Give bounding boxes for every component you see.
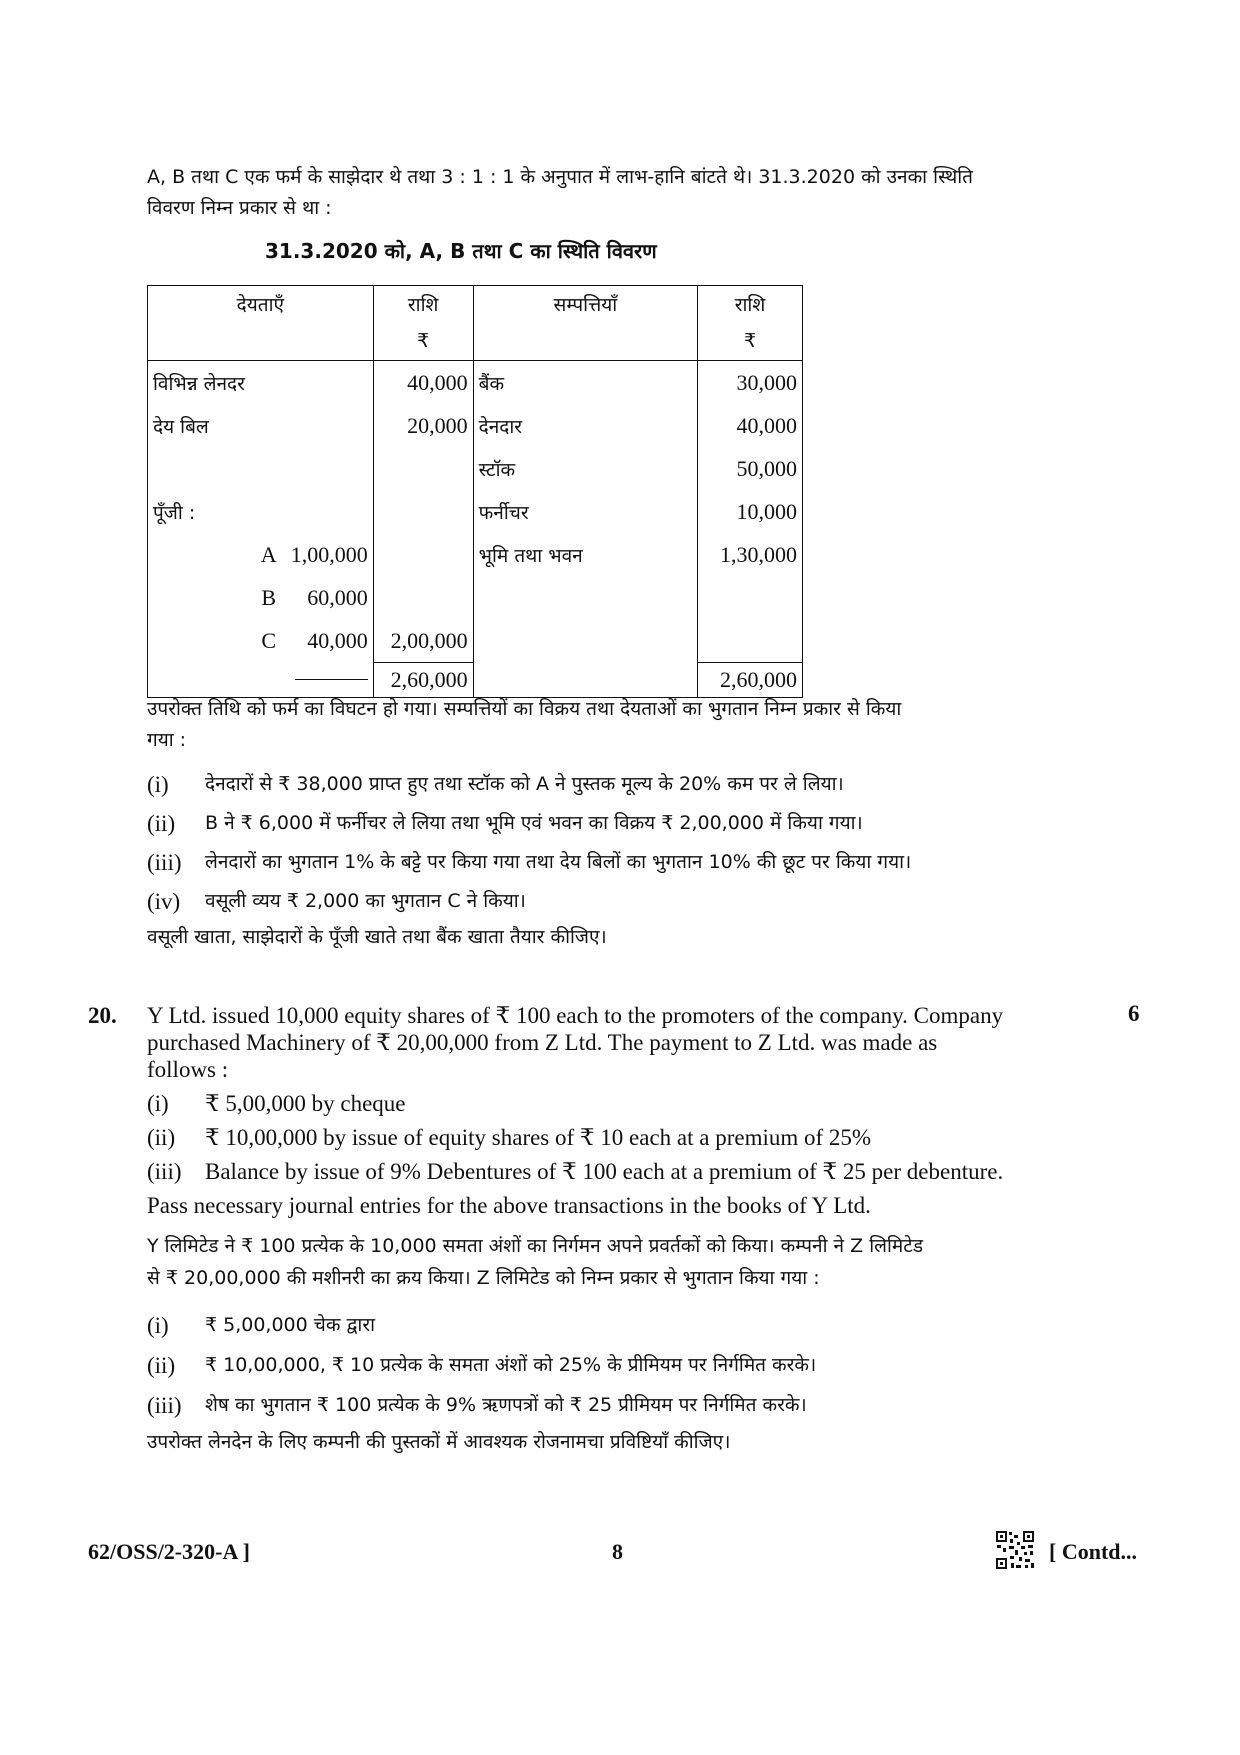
dissolution-line-2: गया : [147,729,187,751]
currency-left: ₹ [373,322,473,361]
q20-en-line-3: follows : [147,1057,229,1082]
item-number: (i) [147,1313,169,1338]
asset-label: बैंक [473,361,697,405]
q20-hi-item-1 [147,1310,375,1341]
capital-subtotal-line [295,679,368,680]
item-text: शेष का भुगतान ₹ 100 प्रत्येक के 9% ऋणपत्रों को ₹ 25 प्रीमियम पर निर्गमित करके। [205,1394,807,1416]
dissolution-line-1: उपरोक्त तिथि को फर्म का विघटन हो गया। सम्पत्तियों का विक्रय तथा देयताओं का भुगतान निम्न प्रकार से किया [147,698,902,720]
liability-amount: 40,000 [373,361,473,405]
paper-code: 62/OSS/2-320-A ] [88,1539,250,1564]
liability-label: विभिन्न लेनदर [148,361,374,405]
item-text: ₹ 5,00,000 by cheque [205,1091,406,1116]
balance-sheet-title: 31.3.2020 को, A, B तथा C का स्थिति विवरण [265,239,657,263]
capital-row-c [153,628,368,654]
asset-label: देनदार [473,404,697,447]
header-liabilities: देयताएँ [148,286,374,323]
item-number: (ii) [147,1125,176,1150]
item-text: ₹ 10,00,000 by issue of equity shares of ₹ 10 each at a premium of 25% [205,1125,872,1150]
intro-line-2: विवरण निम्न प्रकार से था : [147,197,332,219]
capital-row-b [153,585,368,611]
asset-amount: 10,000 [698,490,803,533]
partner-capital: 60,000 [307,584,368,610]
partner-capital: 40,000 [307,627,368,653]
q20-en-item-3 [147,1156,1003,1187]
total-assets: 2,60,000 [698,663,803,698]
item-text: ₹ 10,00,000, ₹ 10 प्रत्येक के समता अंशों को 25% के प्रीमियम पर निर्गमित करके। [205,1354,817,1376]
capital-row-a [153,542,368,568]
dissolution-instruction: वसूली खाता, साझेदारों के पूँजी खाते तथा बैंक खाता तैयार कीजिए। [147,926,607,948]
item-text: B ने ₹ 6,000 में फर्नीचर ले लिया तथा भूमि एवं भवन का विक्रय ₹ 2,00,000 में किया गया। [205,812,863,834]
liability-label: देय बिल [148,404,374,447]
item-text: देनदारों से ₹ 38,000 प्राप्त हुए तथा स्टॉक को A ने पुस्तक मूल्य के 20% कम पर ले लिया। [205,773,844,795]
item-text: वसूली व्यय ₹ 2,000 का भुगतान C ने किया। [205,890,526,912]
q20-en-line-2: purchased Machinery of ₹ 20,00,000 from Z Ltd. The payment to Z Ltd. was made as [147,1030,938,1055]
partner-name: B [261,584,277,610]
item-number: (i) [147,772,169,797]
item-number: (ii) [147,1353,176,1378]
q20-en-instruction: Pass necessary journal entries for the above transactions in the books of Y Ltd. [147,1193,871,1218]
q20-hi-item-2 [147,1350,816,1381]
dissolution-item-1 [147,769,844,800]
asset-label: स्टॉक [473,447,697,490]
currency-right: ₹ [698,322,803,361]
partner-name: A [260,541,277,567]
liability-amount: 20,000 [373,404,473,447]
asset-amount: 40,000 [698,404,803,447]
dissolution-item-2 [147,808,863,839]
asset-amount: 1,30,000 [698,533,803,576]
item-text: लेनदारों का भुगतान 1% के बट्टे पर किया गया तथा देय बिलों का भुगतान 10% की छूट पर किया गया। [205,851,912,873]
question-number: 20. [88,1003,117,1028]
item-number: (iii) [147,850,182,875]
item-number: (ii) [147,811,176,836]
intro-line-1: A, B तथा C एक फर्म के साझेदार थे तथा 3 : 1 : 1 के अनुपात में लाभ-हानि बांटते थे। 31.3.2020 को उनका स्थिति [147,166,973,188]
liability-label: पूँजी : [148,490,374,533]
question-marks: 6 [1128,1001,1140,1026]
total-liabilities: 2,60,000 [373,663,473,698]
asset-amount: 30,000 [698,361,803,405]
continued-label: [ Contd... [1049,1539,1138,1564]
item-text: Balance by issue of 9% Debentures of ₹ 100 each at a premium of ₹ 25 per debenture. [205,1159,1004,1184]
qr-code-icon [995,1530,1035,1570]
asset-label: फर्नीचर [473,490,697,533]
header-amount-left: राशि [373,286,473,323]
q20-hi-line-1: Y लिमिटेड ने ₹ 100 प्रत्येक के 10,000 समता अंशों का निर्गमन अपने प्रवर्तकों को किया। कम्पनी ने Z लिमिटेड [147,1235,924,1257]
partner-capital: 1,00,000 [290,541,368,567]
q20-en-item-1 [147,1088,406,1119]
header-amount-right: राशि [698,286,803,323]
capital-total: 2,00,000 [373,619,473,663]
item-number: (iv) [147,889,181,914]
page-number: 8 [612,1539,623,1564]
asset-amount: 50,000 [698,447,803,490]
dissolution-item-4 [147,886,526,917]
q20-hi-instruction: उपरोक्त लेनदेन के लिए कम्पनी की पुस्तकों में आवश्यक रोजनामचा प्रविष्टियाँ कीजिए। [147,1431,731,1453]
q20-en-item-2 [147,1122,871,1153]
asset-label: भूमि तथा भवन [473,533,697,576]
item-number: (iii) [147,1393,182,1418]
q20-hi-item-3 [147,1390,807,1421]
q20-hi-line-2: से ₹ 20,00,000 की मशीनरी का क्रय किया। Z लिमिटेड को निम्न प्रकार से भुगतान किया गया : [147,1267,820,1289]
q20-en-line-1: Y Ltd. issued 10,000 equity shares of ₹ 100 each to the promoters of the company. Company [147,1003,1004,1028]
header-assets: सम्पत्तियाँ [473,286,697,323]
balance-sheet-table [147,285,803,698]
item-number: (i) [147,1091,169,1116]
item-text: ₹ 5,00,000 चेक द्वारा [205,1314,376,1336]
item-number: (iii) [147,1159,182,1184]
partner-name: C [261,627,277,653]
dissolution-item-3 [147,847,911,878]
